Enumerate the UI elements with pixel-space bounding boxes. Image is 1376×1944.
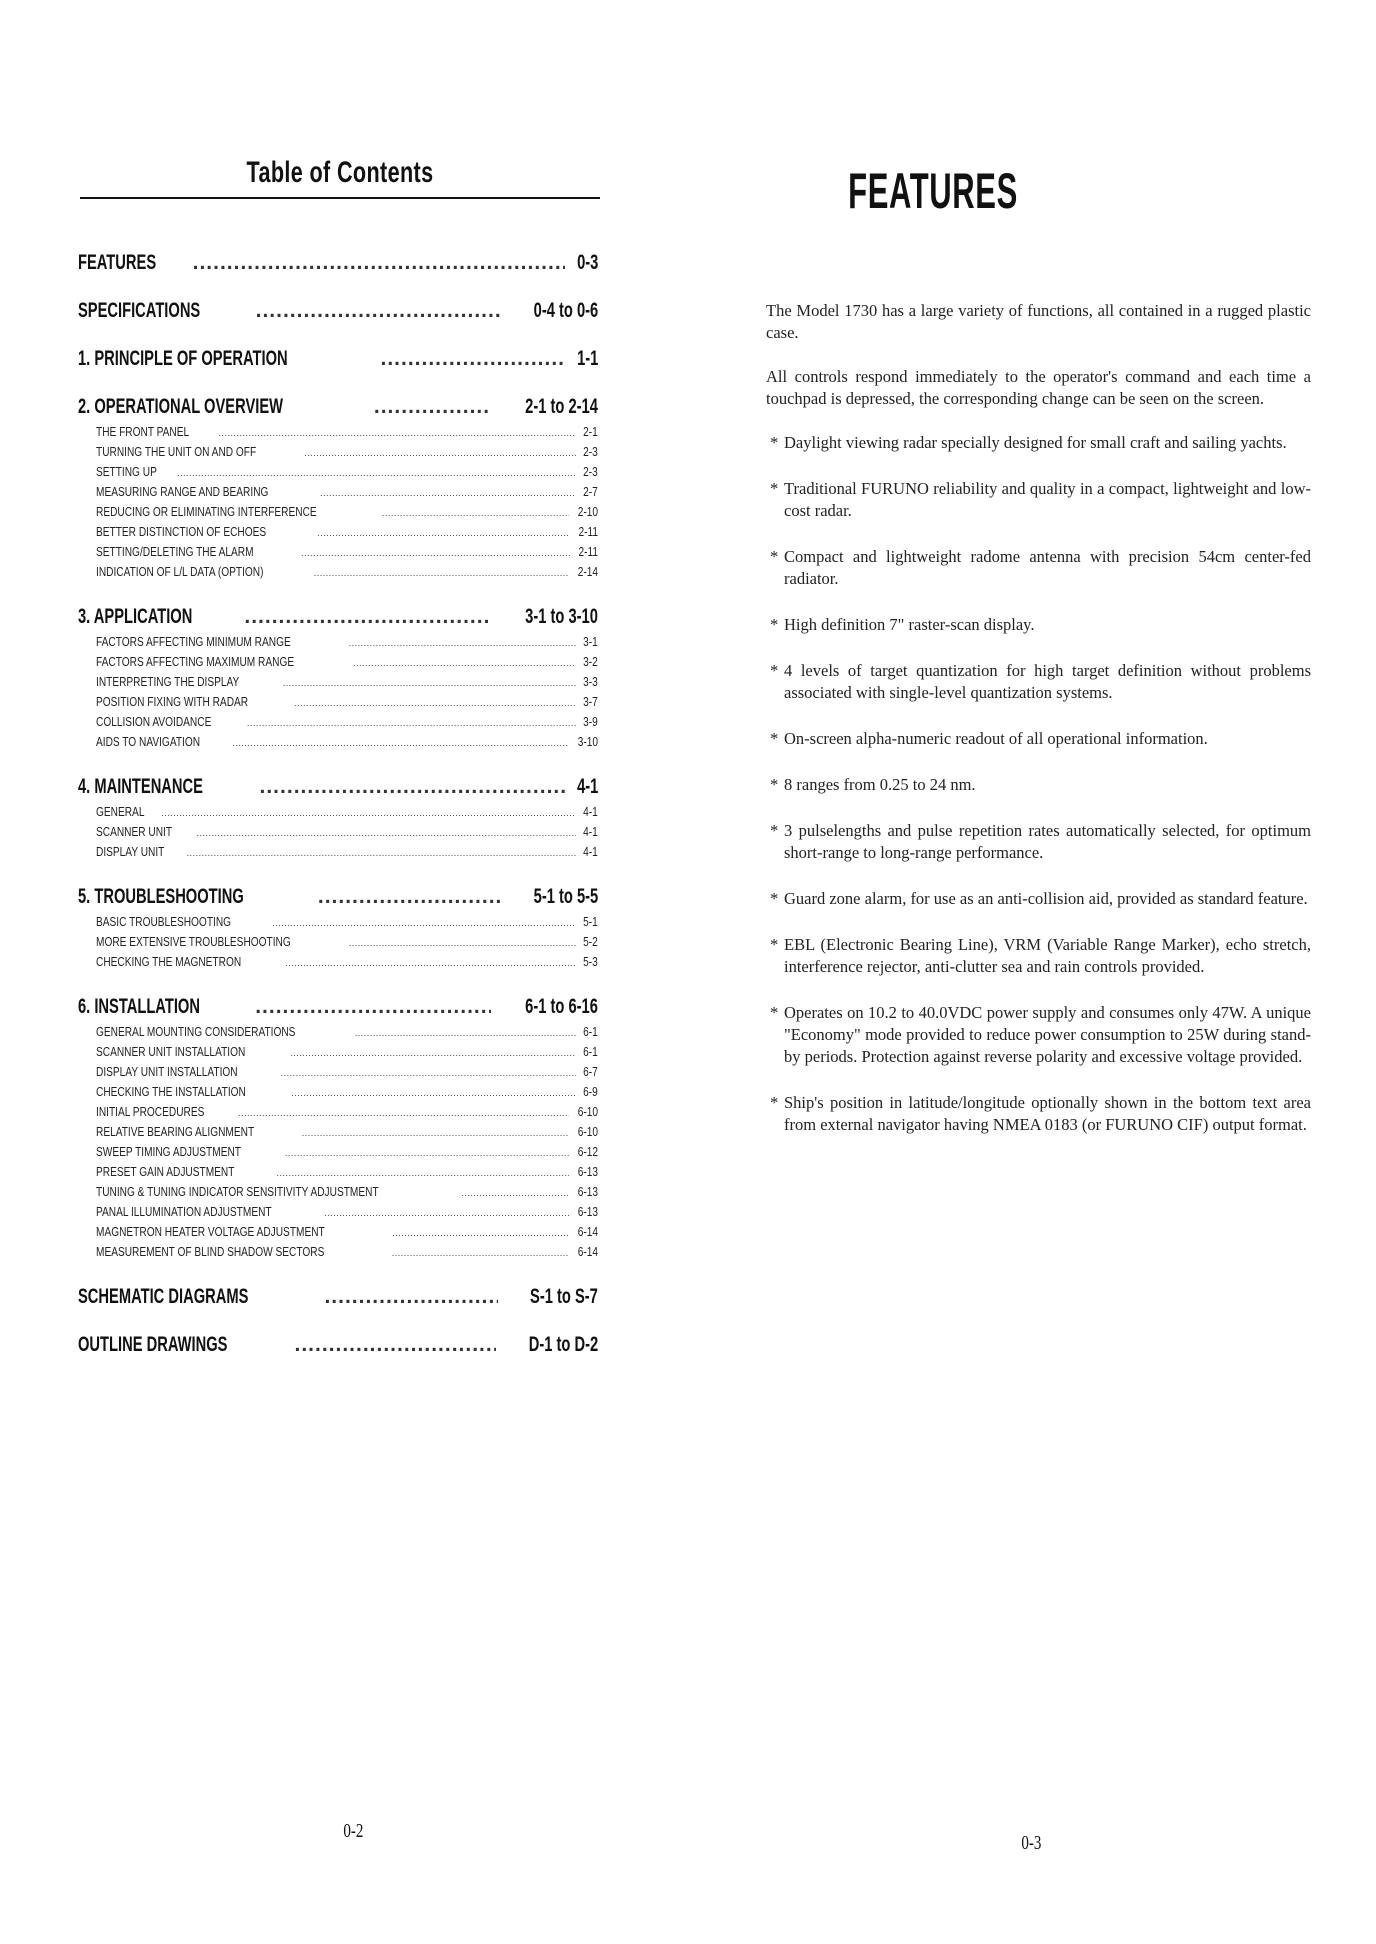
leader-dots bbox=[285, 952, 576, 973]
toc-entry-label: SCHEMATIC DIAGRAMS bbox=[78, 1285, 249, 1308]
feature-item bbox=[766, 888, 1311, 910]
leader-dots bbox=[193, 248, 565, 278]
toc-subentry-label: SETTING UP bbox=[96, 464, 157, 479]
leader-dots bbox=[187, 842, 577, 863]
toc-subentry-label: BASIC TROUBLESHOOTING bbox=[96, 914, 232, 929]
toc-subentry-label: FACTORS AFFECTING MINIMUM RANGE bbox=[96, 634, 291, 649]
toc-subentry-page: 6-1 bbox=[583, 1044, 598, 1059]
toc-entry-page: 1-1 bbox=[576, 347, 598, 370]
toc-subentry-page: 2-14 bbox=[577, 564, 598, 579]
leader-dots bbox=[290, 1042, 576, 1063]
toc-subentry bbox=[78, 1102, 598, 1122]
toc-subentry-label: AIDS TO NAVIGATION bbox=[96, 734, 201, 749]
leader-dots bbox=[301, 542, 570, 563]
toc-entry-label: OUTLINE DRAWINGS bbox=[78, 1333, 228, 1356]
toc-subentry-label: CHECKING THE INSTALLATION bbox=[96, 1084, 246, 1099]
toc-entry-page: 6-1 to 6-16 bbox=[525, 995, 598, 1018]
page-number-right: 0-3 bbox=[1021, 1832, 1042, 1854]
toc-subentry-page: 5-3 bbox=[583, 954, 598, 969]
toc-subentry bbox=[78, 712, 598, 732]
toc-subentry-page: 2-1 bbox=[583, 424, 598, 439]
toc-subentry-page: 6-13 bbox=[577, 1184, 598, 1199]
leader-dots bbox=[461, 1182, 569, 1203]
toc-subentry bbox=[78, 1242, 598, 1262]
leader-dots bbox=[295, 1330, 496, 1360]
toc-entry-page: 0-4 to 0-6 bbox=[533, 299, 598, 322]
toc-subentry-page: 6-14 bbox=[577, 1224, 598, 1239]
toc-list bbox=[78, 248, 598, 1378]
feature-item bbox=[766, 934, 1311, 978]
bullet-asterisk: * bbox=[770, 547, 779, 566]
toc-entry-page: 3-1 to 3-10 bbox=[525, 605, 598, 628]
leader-dots bbox=[353, 652, 576, 673]
features-intro-2: All controls respond immediately to the operator's command and each time a touchpad is depressed, the corresponding change can be seen on the screen. bbox=[766, 367, 1311, 408]
toc-subentry-page: 4-1 bbox=[583, 824, 598, 839]
toc-entry-page: 5-1 to 5-5 bbox=[533, 885, 598, 908]
toc-entry-page: 4-1 bbox=[576, 775, 598, 798]
right-page bbox=[688, 0, 1376, 1944]
toc-subentry-page: 5-2 bbox=[583, 934, 598, 949]
leader-dots bbox=[197, 822, 577, 843]
feature-text: Guard zone alarm, for use as an anti-collision aid, provided as standard feature. bbox=[784, 889, 1308, 908]
bullet-asterisk: * bbox=[770, 1093, 779, 1112]
toc-subentry-page: 2-3 bbox=[583, 444, 598, 459]
leader-dots bbox=[355, 1022, 577, 1043]
toc-subentry-label: SCANNER UNIT bbox=[96, 824, 173, 839]
leader-dots bbox=[314, 562, 569, 583]
leader-dots bbox=[320, 482, 576, 503]
toc-subentry-page: 2-11 bbox=[578, 544, 598, 559]
toc-entry-label: 2. OPERATIONAL OVERVIEW bbox=[78, 395, 284, 418]
bullet-asterisk: * bbox=[770, 821, 779, 840]
toc-subentry-page: 6-10 bbox=[577, 1124, 598, 1139]
toc-subentry bbox=[78, 842, 598, 862]
leader-dots bbox=[255, 992, 491, 1022]
toc-subentry-label: GENERAL bbox=[96, 804, 145, 819]
toc-entry bbox=[78, 772, 598, 802]
leader-dots bbox=[374, 392, 491, 422]
toc-subentry-label: INDICATION OF L/L DATA (OPTION) bbox=[96, 564, 264, 579]
toc-subentry bbox=[78, 1122, 598, 1142]
feature-text: 8 ranges from 0.25 to 24 nm. bbox=[784, 775, 976, 794]
toc-section bbox=[78, 1330, 598, 1360]
toc-entry bbox=[78, 392, 598, 422]
toc-subentry bbox=[78, 422, 598, 442]
toc-subentry bbox=[78, 1182, 598, 1202]
leader-dots bbox=[304, 442, 576, 463]
feature-text: 4 levels of target quantization for high target definition without problems associated with single-level quantization systems. bbox=[784, 661, 1311, 702]
leader-dots bbox=[294, 692, 576, 713]
toc-subentry-page: 3-10 bbox=[577, 734, 598, 749]
leader-dots bbox=[161, 802, 576, 823]
toc-subentry bbox=[78, 1162, 598, 1182]
toc-subentry bbox=[78, 1202, 598, 1222]
feature-text: Ship's position in latitude/longitude optionally shown in the bottom text area from external navigator having NMEA 0183 (or FURUNO CIF) output format. bbox=[784, 1093, 1311, 1134]
leader-dots bbox=[392, 1242, 569, 1263]
feature-item bbox=[766, 660, 1311, 704]
toc-subentry bbox=[78, 1062, 598, 1082]
toc-subentry bbox=[78, 912, 598, 932]
toc-subentry bbox=[78, 562, 598, 582]
toc-subentry-label: DISPLAY UNIT bbox=[96, 844, 165, 859]
toc-entry bbox=[78, 344, 598, 374]
toc-subentry-page: 3-7 bbox=[583, 694, 598, 709]
feature-item bbox=[766, 1002, 1311, 1068]
toc-entry bbox=[78, 602, 598, 632]
toc-subentry-label: MEASURING RANGE AND BEARING bbox=[96, 484, 269, 499]
toc-section bbox=[78, 882, 598, 972]
bullet-asterisk: * bbox=[770, 433, 779, 452]
toc-entry bbox=[78, 296, 598, 326]
toc-section bbox=[78, 344, 598, 374]
toc-entry-label: 4. MAINTENANCE bbox=[78, 775, 203, 798]
feature-item bbox=[766, 614, 1311, 636]
toc-subentry-page: 6-13 bbox=[577, 1164, 598, 1179]
bullet-asterisk: * bbox=[770, 615, 779, 634]
toc-subentry-label: FACTORS AFFECTING MAXIMUM RANGE bbox=[96, 654, 295, 669]
toc-subentry bbox=[78, 482, 598, 502]
toc-subentry-label: POSITION FIXING WITH RADAR bbox=[96, 694, 249, 709]
toc-subentry-label: GENERAL MOUNTING CONSIDERATIONS bbox=[96, 1024, 296, 1039]
toc-section bbox=[78, 296, 598, 326]
toc-subentry-label: TURNING THE UNIT ON AND OFF bbox=[96, 444, 257, 459]
toc-section bbox=[78, 1282, 598, 1312]
feature-text: Compact and lightweight radome antenna with precision 54cm center-fed radiator. bbox=[784, 547, 1311, 588]
toc-subentry bbox=[78, 692, 598, 712]
toc-entry-page: 2-1 to 2-14 bbox=[525, 395, 598, 418]
toc-subentry-page: 6-7 bbox=[583, 1064, 598, 1079]
feature-item bbox=[766, 478, 1311, 522]
toc-subentry bbox=[78, 462, 598, 482]
features-title: FEATURES bbox=[848, 163, 1018, 219]
toc-section bbox=[78, 248, 598, 278]
feature-text: High definition 7" raster-scan display. bbox=[784, 615, 1035, 634]
toc-subentry-label: MEASUREMENT OF BLIND SHADOW SECTORS bbox=[96, 1244, 325, 1259]
toc-subentry-page: 6-14 bbox=[577, 1244, 598, 1259]
bullet-asterisk: * bbox=[770, 479, 779, 498]
toc-title-rule bbox=[80, 197, 600, 199]
toc-subentry-label: REDUCING OR ELIMINATING INTERFERENCE bbox=[96, 504, 317, 519]
bullet-asterisk: * bbox=[770, 775, 779, 794]
toc-entry-page: S-1 to S-7 bbox=[530, 1285, 598, 1308]
toc-subentry-page: 6-10 bbox=[577, 1104, 598, 1119]
page-number-left: 0-2 bbox=[343, 1820, 364, 1842]
toc-subentry-label: PANAL ILLUMINATION ADJUSTMENT bbox=[96, 1204, 272, 1219]
bullet-asterisk: * bbox=[770, 661, 779, 680]
toc-subentry bbox=[78, 632, 598, 652]
leader-dots bbox=[247, 712, 576, 733]
bullet-asterisk: * bbox=[770, 935, 779, 954]
toc-subentry bbox=[78, 1042, 598, 1062]
toc-subentry-page: 5-1 bbox=[583, 914, 598, 929]
leader-dots bbox=[324, 1282, 498, 1312]
toc-entry-label: SPECIFICATIONS bbox=[78, 299, 201, 322]
leader-dots bbox=[281, 1062, 577, 1083]
toc-subentry bbox=[78, 442, 598, 462]
toc-subentry-label: DISPLAY UNIT INSTALLATION bbox=[96, 1064, 238, 1079]
toc-subentry-page: 6-12 bbox=[577, 1144, 598, 1159]
toc-subentry bbox=[78, 822, 598, 842]
toc-section bbox=[78, 602, 598, 752]
toc-entry-page: 0-3 bbox=[576, 251, 598, 274]
toc-subentry-label: PRESET GAIN ADJUSTMENT bbox=[96, 1164, 235, 1179]
bullet-asterisk: * bbox=[770, 1003, 779, 1022]
toc-subentry-label: BETTER DISTINCTION OF ECHOES bbox=[96, 524, 267, 539]
toc-subentry-label: MAGNETRON HEATER VOLTAGE ADJUSTMENT bbox=[96, 1224, 325, 1239]
toc-subentry-page: 2-7 bbox=[583, 484, 598, 499]
toc-subentry bbox=[78, 732, 598, 752]
leader-dots bbox=[324, 1202, 569, 1223]
feature-item bbox=[766, 820, 1311, 864]
feature-item bbox=[766, 774, 1311, 796]
leader-dots bbox=[260, 772, 565, 802]
toc-subentry-page: 3-3 bbox=[583, 674, 598, 689]
toc-subentry-page: 6-13 bbox=[577, 1204, 598, 1219]
toc-subentry-page: 2-3 bbox=[583, 464, 598, 479]
leader-dots bbox=[349, 932, 577, 953]
bullet-asterisk: * bbox=[770, 729, 779, 748]
toc-subentry bbox=[78, 1142, 598, 1162]
feature-text: 3 pulselengths and pulse repetition rates automatically selected, for optimum short-range to long-range performance. bbox=[784, 821, 1311, 862]
toc-subentry bbox=[78, 1222, 598, 1242]
toc-entry bbox=[78, 882, 598, 912]
leader-dots bbox=[317, 522, 570, 543]
feature-text: Daylight viewing radar specially designed for small craft and sailing yachts. bbox=[784, 433, 1287, 452]
toc-subentry-label: MORE EXTENSIVE TROUBLESHOOTING bbox=[96, 934, 291, 949]
toc-subentry bbox=[78, 1022, 598, 1042]
feature-item bbox=[766, 432, 1311, 454]
toc-subentry bbox=[78, 502, 598, 522]
toc-subentry bbox=[78, 652, 598, 672]
toc-subentry-page: 3-1 bbox=[583, 634, 598, 649]
toc-subentry-label: TUNING & TUNING INDICATOR SENSITIVITY ADJUSTMENT bbox=[96, 1184, 379, 1199]
leader-dots bbox=[380, 344, 564, 374]
leader-dots bbox=[283, 672, 576, 693]
toc-subentry-page: 6-1 bbox=[583, 1024, 598, 1039]
toc-entry-label: 1. PRINCIPLE OF OPERATION bbox=[78, 347, 288, 370]
leader-dots bbox=[285, 1142, 569, 1163]
toc-entry bbox=[78, 1282, 598, 1312]
toc-entry-page: D-1 to D-2 bbox=[528, 1333, 598, 1356]
toc-subentry-page: 2-11 bbox=[578, 524, 598, 539]
toc-subentry-label: RELATIVE BEARING ALIGNMENT bbox=[96, 1124, 255, 1139]
feature-text: On-screen alpha-numeric readout of all operational information. bbox=[784, 729, 1208, 748]
feature-text: Operates on 10.2 to 40.0VDC power supply and consumes only 47W. A unique "Economy" mode provided to reduce power consumption to 25W during stand-by periods. Protection against reverse polarity and excessive voltage provided. bbox=[784, 1003, 1311, 1066]
feature-item bbox=[766, 1092, 1311, 1136]
toc-section bbox=[78, 772, 598, 862]
toc-subentry bbox=[78, 542, 598, 562]
toc-subentry bbox=[78, 952, 598, 972]
toc-entry-label: FEATURES bbox=[78, 251, 157, 274]
toc-subentry-page: 6-9 bbox=[583, 1084, 598, 1099]
toc-entry bbox=[78, 1330, 598, 1360]
feature-text: Traditional FURUNO reliability and quality in a compact, lightweight and low-cost radar. bbox=[784, 479, 1311, 520]
toc-entry bbox=[78, 992, 598, 1022]
toc-entry-label: 3. APPLICATION bbox=[78, 605, 193, 628]
feature-text: EBL (Electronic Bearing Line), VRM (Variable Range Marker), echo stretch, interference rejector, anti-clutter sea and rain controls provided. bbox=[784, 935, 1311, 976]
toc-subentry bbox=[78, 522, 598, 542]
leader-dots bbox=[177, 462, 576, 483]
features-intro-1: The Model 1730 has a large variety of functions, all contained in a rugged plastic case. bbox=[766, 301, 1311, 342]
leader-dots bbox=[382, 502, 569, 523]
toc-subentry-label: SETTING/DELETING THE ALARM bbox=[96, 544, 254, 559]
toc-subentry-label: SCANNER UNIT INSTALLATION bbox=[96, 1044, 246, 1059]
leader-dots bbox=[232, 732, 569, 753]
toc-entry bbox=[78, 248, 598, 278]
toc-subentry bbox=[78, 932, 598, 952]
feature-item bbox=[766, 728, 1311, 750]
toc-subentry-label: INTERPRETING THE DISPLAY bbox=[96, 674, 240, 689]
features-bullet-list bbox=[766, 432, 1311, 1136]
toc-subentry-page: 4-1 bbox=[583, 844, 598, 859]
toc-subentry-label: SWEEP TIMING ADJUSTMENT bbox=[96, 1144, 241, 1159]
toc-section bbox=[78, 392, 598, 582]
leader-dots bbox=[256, 296, 503, 326]
toc-subentry bbox=[78, 672, 598, 692]
toc-title: Table of Contents bbox=[246, 156, 434, 189]
leader-dots bbox=[244, 602, 491, 632]
toc-subentry-page: 2-10 bbox=[577, 504, 598, 519]
leader-dots bbox=[238, 1102, 569, 1123]
leader-dots bbox=[392, 1222, 569, 1243]
toc-entry-label: 6. INSTALLATION bbox=[78, 995, 200, 1018]
toc-subentry-page: 4-1 bbox=[583, 804, 598, 819]
features-body bbox=[766, 300, 1311, 1160]
leader-dots bbox=[218, 422, 576, 443]
leader-dots bbox=[318, 882, 503, 912]
leader-dots bbox=[302, 1122, 569, 1143]
toc-subentry bbox=[78, 802, 598, 822]
toc-subentry-page: 3-2 bbox=[583, 654, 598, 669]
leader-dots bbox=[291, 1082, 576, 1103]
toc-section bbox=[78, 992, 598, 1262]
leader-dots bbox=[276, 1162, 569, 1183]
toc-subentry-page: 3-9 bbox=[583, 714, 598, 729]
toc-subentry-label: INITIAL PROCEDURES bbox=[96, 1104, 205, 1119]
bullet-asterisk: * bbox=[770, 889, 779, 908]
toc-entry-label: 5. TROUBLESHOOTING bbox=[78, 885, 244, 908]
toc-subentry bbox=[78, 1082, 598, 1102]
toc-subentry-label: CHECKING THE MAGNETRON bbox=[96, 954, 242, 969]
leader-dots bbox=[349, 632, 577, 653]
leader-dots bbox=[272, 912, 576, 933]
feature-item bbox=[766, 546, 1311, 590]
toc-subentry-label: THE FRONT PANEL bbox=[96, 424, 190, 439]
toc-subentry-label: COLLISION AVOIDANCE bbox=[96, 714, 212, 729]
